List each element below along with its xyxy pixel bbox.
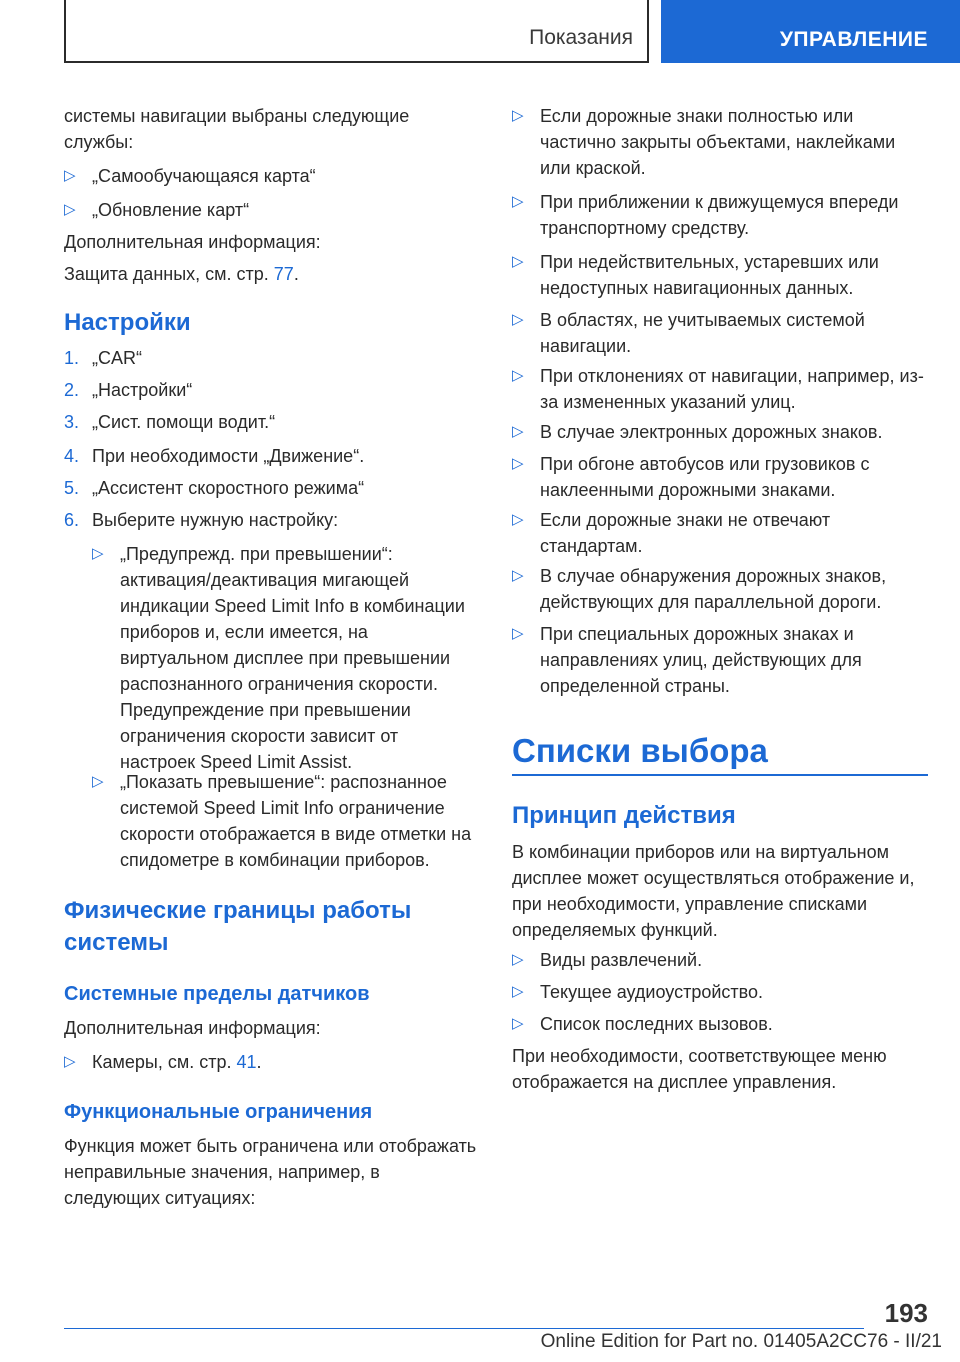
- sub-option-item: ▷ „Предупрежд. при превышении“: активация/деактивация мигающей индикации Speed Limit Info в комбинации приборов и, если имеется, на виртуальном дисплее при превышении распознанного ограничения скорости. Предупреждение при превышении ограничения скорости зависит от настроек Speed Limit Assist.: [92, 541, 478, 775]
- bullet-triangle-icon: ▷: [512, 951, 524, 968]
- lists-heading: Списки выбора: [512, 732, 768, 769]
- cameras-ref-item: ▷ Камеры, см. стр. 41.: [64, 1049, 262, 1075]
- sensor-limits-heading: Системные пределы датчиков: [64, 983, 370, 1005]
- bullet-triangle-icon: ▷: [512, 367, 524, 384]
- more-info-label: Дополнительная информация:: [64, 232, 321, 252]
- principle-text: В комбинации приборов или на виртуальном дисплее может осуществляться отображение и, при необходимости, управление списками определяемых функций.: [512, 842, 915, 940]
- situation-item: ▷ В случае обнаружения дорожных знаков, действующих для параллельной дороги.: [512, 563, 928, 615]
- header-section-box: [64, 0, 649, 63]
- situation-item: ▷ При недействительных, устаревших или недоступных навигационных данных.: [512, 249, 928, 301]
- step-item: 5. „Ассистент скоростного режима“: [64, 478, 365, 498]
- service-item: ▷ „Обновление карт“: [64, 197, 249, 223]
- bullet-triangle-icon: ▷: [512, 567, 524, 584]
- bullet-triangle-icon: ▷: [64, 1053, 76, 1070]
- page-link-77[interactable]: 77: [273, 264, 294, 284]
- step-item: 2. „Настройки“: [64, 380, 193, 400]
- bullet-triangle-icon: ▷: [512, 455, 524, 472]
- sensor-info-label: Дополнительная информация:: [64, 1018, 321, 1038]
- bullet-triangle-icon: ▷: [512, 1015, 524, 1032]
- bullet-triangle-icon: ▷: [64, 201, 76, 218]
- situation-item: ▷ При отклонениях от навигации, например, из-за измененных указаний улиц.: [512, 363, 928, 415]
- situation-item: ▷ В областях, не учитываемых системой навигации.: [512, 307, 928, 359]
- page-link-41[interactable]: 41: [236, 1052, 257, 1072]
- edition-footer: Online Edition for Part no. 01405A2CC76 - II/21: [540, 1331, 942, 1352]
- step-item: 3. „Сист. помощи водит.“: [64, 412, 276, 432]
- heading-rule: [512, 774, 928, 776]
- bullet-triangle-icon: ▷: [512, 423, 524, 440]
- bullet-triangle-icon: ▷: [512, 625, 524, 642]
- situation-item: ▷ Если дорожные знаки не отвечают стандартам.: [512, 507, 928, 559]
- functional-limits-text: Функция может быть ограничена или отображать неправильные значения, например, в следующих ситуациях:: [64, 1136, 477, 1208]
- list-item: ▷ Текущее аудиоустройство.: [512, 979, 763, 1005]
- step-item: 1. „CAR“: [64, 348, 142, 368]
- principle-heading: Принцип действия: [512, 802, 736, 829]
- bullet-triangle-icon: ▷: [64, 167, 76, 184]
- bullet-triangle-icon: ▷: [512, 511, 524, 528]
- header-chapter-tab: УПРАВЛЕНИЕ: [661, 0, 960, 63]
- service-item: ▷ „Самообучающаяся карта“: [64, 163, 316, 189]
- intro-paragraph: системы навигации выбраны следующие службы:: [64, 106, 410, 152]
- menu-text: При необходимости, соответствующее меню отображается на дисплее управления.: [512, 1046, 887, 1092]
- situation-item: ▷ При обгоне автобусов или грузовиков с наклеенными дорожными знаками.: [512, 451, 928, 503]
- situation-item: ▷ Если дорожные знаки полностью или частично закрыты объектами, наклейками или краской.: [512, 103, 928, 181]
- sub-option-item: ▷ „Показать превышение“: распознанное системой Speed Limit Info ограничение скорости отображается в виде отметки на спидометре в комбинации приборов.: [92, 769, 478, 873]
- limits-heading: Физические границы работы системы: [64, 897, 412, 956]
- functional-limits-heading: Функциональные ограничения: [64, 1101, 373, 1123]
- settings-heading: Настройки: [64, 309, 191, 336]
- bullet-triangle-icon: ▷: [512, 107, 524, 124]
- list-item: ▷ Список последних вызовов.: [512, 1011, 773, 1037]
- bullet-triangle-icon: ▷: [512, 253, 524, 270]
- situation-item: ▷ При приближении к движущемуся впереди транспортному средству.: [512, 189, 928, 241]
- step-item: 4. При необходимости „Движение“.: [64, 446, 365, 466]
- situation-item: ▷ В случае электронных дорожных знаков.: [512, 419, 928, 445]
- footer-rule: [64, 1328, 864, 1329]
- page-number: 193: [884, 1298, 928, 1328]
- bullet-triangle-icon: ▷: [92, 773, 104, 790]
- bullet-triangle-icon: ▷: [512, 193, 524, 210]
- bullet-triangle-icon: ▷: [512, 311, 524, 328]
- bullet-triangle-icon: ▷: [512, 983, 524, 1000]
- step-item: 6. Выберите нужную настройку:: [64, 510, 339, 530]
- bullet-triangle-icon: ▷: [92, 545, 104, 562]
- header-section-title: Показания: [529, 26, 633, 49]
- list-item: ▷ Виды развлечений.: [512, 947, 702, 973]
- data-protection-ref: Защита данных, см. стр. 77.: [64, 264, 299, 284]
- situation-item: ▷ При специальных дорожных знаках и направлениях улиц, действующих для определенной страны.: [512, 621, 928, 699]
